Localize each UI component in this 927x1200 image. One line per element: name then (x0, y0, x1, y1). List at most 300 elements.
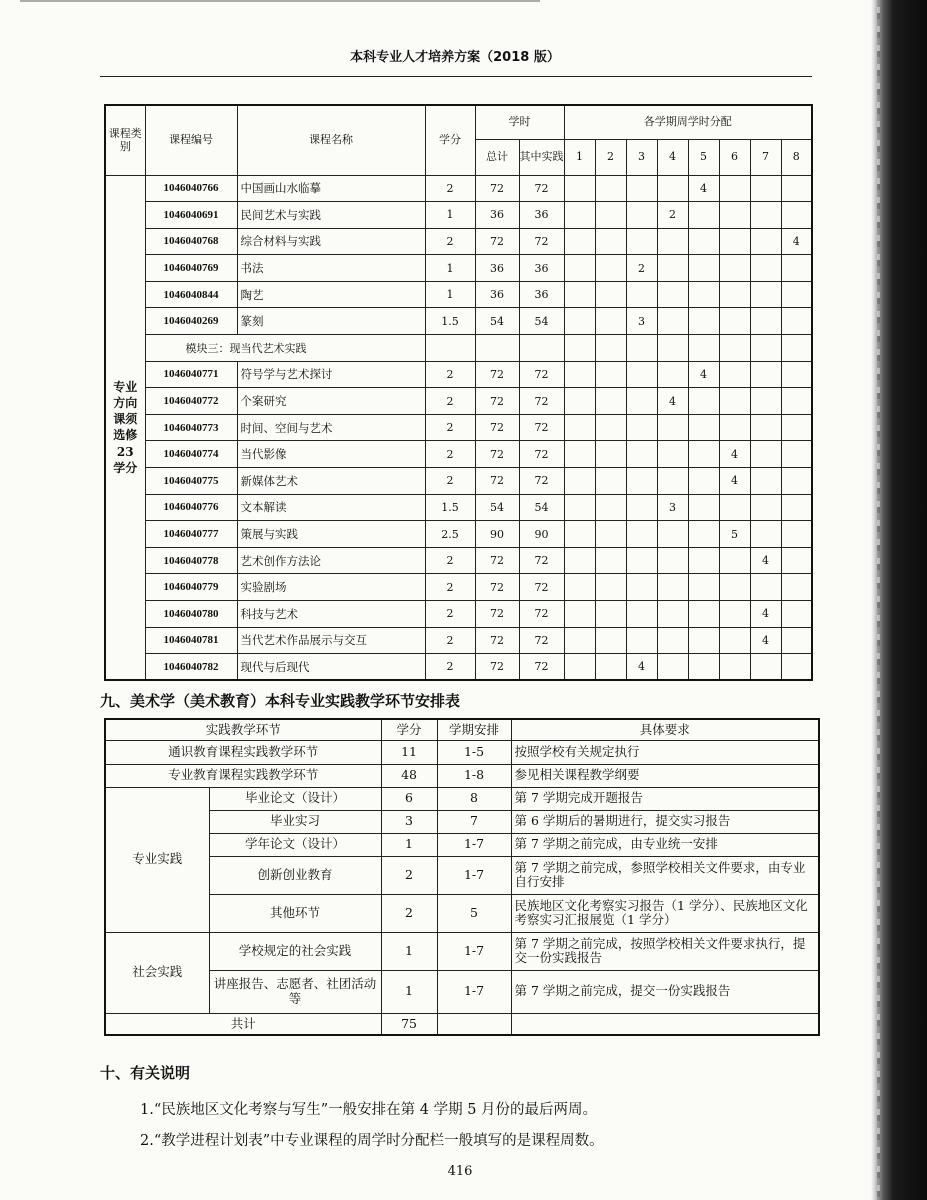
course-practice-hours: 72 (519, 601, 564, 628)
semester-hours (719, 308, 750, 335)
semester-hours (595, 521, 626, 548)
course-code: 1046040771 (145, 361, 237, 388)
practice-name: 毕业论文（设计） (209, 787, 381, 810)
semester-hours (688, 574, 719, 601)
category-label-part: 课须 (113, 412, 138, 427)
semester-hours (564, 521, 595, 548)
table-row (105, 202, 812, 229)
practice-name: 其他环节 (209, 894, 381, 932)
semester-hours (750, 281, 781, 308)
course-practice-hours: 54 (519, 308, 564, 335)
module-credit (425, 335, 475, 362)
semester-hours (688, 441, 719, 468)
semester-hours (750, 654, 781, 681)
course-total-hours: 90 (475, 521, 519, 548)
course-credit: 2 (425, 468, 475, 495)
course-name: 科技与艺术 (237, 601, 425, 628)
course-credit: 2 (425, 574, 475, 601)
table-row (105, 255, 812, 282)
practice-schedule: 1-8 (437, 764, 511, 787)
semester-hours (657, 627, 688, 654)
semester-hours (657, 441, 688, 468)
course-practice-hours: 90 (519, 521, 564, 548)
semester-hours (595, 361, 626, 388)
course-practice-hours: 72 (519, 574, 564, 601)
semester-hours: 2 (657, 202, 688, 229)
semester-hours (719, 494, 750, 521)
course-practice-hours: 36 (519, 281, 564, 308)
semester-hours (719, 627, 750, 654)
module-practice (519, 335, 564, 362)
semester-hours (595, 654, 626, 681)
course-practice-hours: 54 (519, 494, 564, 521)
course-total-hours: 72 (475, 627, 519, 654)
practice-schedule: 1-7 (437, 833, 511, 856)
semester-hours (781, 281, 812, 308)
semester-hours (750, 228, 781, 255)
header-practice: 其中实践 (519, 139, 564, 175)
semester-hours (595, 441, 626, 468)
practice-req: 第 7 学期完成开题报告 (511, 787, 819, 810)
semester-hours (564, 414, 595, 441)
course-code: 1046040775 (145, 468, 237, 495)
semester-hours (564, 468, 595, 495)
notes (140, 1098, 604, 1160)
header-semester: 3 (626, 139, 657, 175)
course-practice-hours: 72 (519, 547, 564, 574)
semester-hours (719, 175, 750, 202)
table-row (105, 308, 812, 335)
table-row (105, 833, 819, 856)
course-credit: 1.5 (425, 308, 475, 335)
course-total-hours: 54 (475, 494, 519, 521)
semester-hours (564, 202, 595, 229)
course-total-hours: 36 (475, 202, 519, 229)
table-row (105, 388, 812, 415)
semester-hours (781, 361, 812, 388)
semester-hours (657, 521, 688, 548)
semester-hours (626, 601, 657, 628)
course-practice-hours: 72 (519, 414, 564, 441)
semester-hours (688, 281, 719, 308)
course-total-hours: 54 (475, 308, 519, 335)
practice-name: 创新创业教育 (209, 856, 381, 894)
semester-hours (781, 574, 812, 601)
table-row (105, 810, 819, 833)
course-credit: 1 (425, 255, 475, 282)
semester-hours (626, 441, 657, 468)
table-row (105, 764, 819, 787)
semester-hours (564, 228, 595, 255)
semester-hours (564, 255, 595, 282)
semester-hours (688, 654, 719, 681)
semester-hours (781, 547, 812, 574)
course-credit: 2.5 (425, 521, 475, 548)
header-semester: 1 (564, 139, 595, 175)
semester-hours (564, 574, 595, 601)
practice-name: 讲座报告、志愿者、社团活动等 (209, 970, 381, 1013)
semester-hours (781, 441, 812, 468)
semester-hours (781, 202, 812, 229)
course-total-hours: 72 (475, 414, 519, 441)
semester-hours (688, 627, 719, 654)
semester-hours (719, 547, 750, 574)
semester-hours: 4 (719, 441, 750, 468)
practice-credit: 2 (381, 856, 437, 894)
semester-hours (657, 361, 688, 388)
semester-hours (595, 202, 626, 229)
semester-hours: 4 (781, 228, 812, 255)
module-title: 模块三：现当代艺术实践 (145, 335, 425, 362)
course-credit: 2 (425, 414, 475, 441)
semester-hours (595, 281, 626, 308)
semester-hours (688, 202, 719, 229)
semester-hours (750, 335, 781, 362)
course-practice-hours: 72 (519, 228, 564, 255)
semester-hours (657, 175, 688, 202)
semester-hours (626, 228, 657, 255)
course-name: 书法 (237, 255, 425, 282)
semester-hours (595, 255, 626, 282)
scan-top-edge (20, 0, 540, 2)
table-row (105, 547, 812, 574)
table-row (105, 175, 812, 202)
semester-hours (657, 281, 688, 308)
semester-hours (564, 494, 595, 521)
practice-credit: 11 (381, 740, 437, 764)
table-row (105, 601, 812, 628)
course-total-hours: 72 (475, 228, 519, 255)
semester-hours (626, 494, 657, 521)
header-name: 课程名称 (237, 105, 425, 175)
course-name: 当代影像 (237, 441, 425, 468)
course-code: 1046040780 (145, 601, 237, 628)
course-code: 1046040777 (145, 521, 237, 548)
practice-schedule: 1-7 (437, 856, 511, 894)
semester-hours (750, 202, 781, 229)
semester-hours (781, 468, 812, 495)
header-code: 课程编号 (145, 105, 237, 175)
course-code: 1046040269 (145, 308, 237, 335)
course-code: 1046040776 (145, 494, 237, 521)
practice-table (104, 718, 820, 1036)
semester-hours (781, 175, 812, 202)
category-label-part: 选修 (113, 428, 138, 443)
total-schedule (437, 1013, 511, 1035)
semester-hours (564, 627, 595, 654)
course-total-hours: 72 (475, 175, 519, 202)
semester-hours (688, 335, 719, 362)
semester-hours (688, 468, 719, 495)
semester-hours (657, 308, 688, 335)
course-total-hours: 36 (475, 281, 519, 308)
semester-hours (719, 228, 750, 255)
course-code: 1046040781 (145, 627, 237, 654)
semester-hours (719, 255, 750, 282)
course-total-hours: 72 (475, 547, 519, 574)
table-row (105, 856, 819, 894)
course-name: 综合材料与实践 (237, 228, 425, 255)
course-code: 1046040769 (145, 255, 237, 282)
page-number: 416 (447, 1164, 473, 1179)
semester-hours (688, 547, 719, 574)
note-item: 2.“教学进程计划表”中专业课程的周学时分配栏一般填写的是课程周数。 (140, 1133, 604, 1149)
practice-req: 参见相关课程教学纲要 (511, 764, 819, 787)
semester-hours (657, 335, 688, 362)
module-row (105, 335, 812, 362)
semester-hours (657, 574, 688, 601)
module-total (475, 335, 519, 362)
header-distribution: 各学期周学时分配 (564, 105, 812, 139)
semester-hours (688, 388, 719, 415)
semester-hours (750, 388, 781, 415)
practice-header-req: 具体要求 (511, 719, 819, 740)
header-category (105, 105, 145, 175)
semester-hours (719, 335, 750, 362)
semester-hours (781, 255, 812, 282)
course-name: 策展与实践 (237, 521, 425, 548)
semester-hours (781, 414, 812, 441)
practice-credit: 3 (381, 810, 437, 833)
course-total-hours: 72 (475, 388, 519, 415)
semester-hours (626, 335, 657, 362)
practice-req: 民族地区文化考察实习报告（1 学分）、民族地区文化考察实习汇报展览（1 学分） (511, 894, 819, 932)
course-total-hours: 36 (475, 255, 519, 282)
semester-hours (564, 308, 595, 335)
semester-hours (564, 547, 595, 574)
semester-hours (657, 468, 688, 495)
table-row (105, 654, 812, 681)
semester-hours (750, 441, 781, 468)
page-header: 本科专业人才培养方案（2018 版） (350, 50, 560, 65)
semester-hours (750, 574, 781, 601)
practice-req: 第 7 学期之前完成，由专业统一安排 (511, 833, 819, 856)
category-cell (105, 175, 145, 680)
course-name: 新媒体艺术 (237, 468, 425, 495)
semester-hours (750, 361, 781, 388)
semester-hours: 4 (626, 654, 657, 681)
table-row (105, 894, 819, 932)
semester-hours (595, 388, 626, 415)
semester-hours (564, 175, 595, 202)
practice-req: 第 6 学期后的暑期进行，提交实习报告 (511, 810, 819, 833)
category-label-part: 学分 (113, 460, 138, 475)
course-name: 个案研究 (237, 388, 425, 415)
practice-name: 学年论文（设计） (209, 833, 381, 856)
course-name: 时间、空间与艺术 (237, 414, 425, 441)
course-code: 1046040766 (145, 175, 237, 202)
semester-hours (626, 574, 657, 601)
total-credit: 75 (381, 1013, 437, 1035)
section-10-title: 十、有关说明 (100, 1064, 191, 1082)
semester-hours (781, 601, 812, 628)
major-practice-label: 专业实践 (105, 787, 209, 932)
semester-hours (564, 361, 595, 388)
semester-hours (781, 521, 812, 548)
semester-hours (657, 601, 688, 628)
social-practice-label: 社会实践 (105, 932, 209, 1013)
practice-header-schedule: 学期安排 (437, 719, 511, 740)
course-code: 1046040782 (145, 654, 237, 681)
semester-hours (781, 308, 812, 335)
semester-hours (781, 335, 812, 362)
course-credit: 2 (425, 361, 475, 388)
practice-schedule: 1-7 (437, 970, 511, 1013)
table-row (105, 361, 812, 388)
semester-hours (595, 494, 626, 521)
table-row (105, 787, 819, 810)
category-label-part: 23 (116, 444, 134, 459)
semester-hours (688, 255, 719, 282)
course-name: 实验剧场 (237, 574, 425, 601)
semester-hours: 2 (626, 255, 657, 282)
practice-name: 通识教育课程实践教学环节 (105, 740, 381, 764)
semester-hours (626, 468, 657, 495)
practice-header-link: 实践教学环节 (105, 719, 381, 740)
course-code: 1046040779 (145, 574, 237, 601)
semester-hours (688, 228, 719, 255)
practice-req: 按照学校有关规定执行 (511, 740, 819, 764)
semester-hours (564, 388, 595, 415)
header-semester: 4 (657, 139, 688, 175)
course-credit: 2 (425, 547, 475, 574)
course-credit: 2 (425, 441, 475, 468)
practice-schedule: 8 (437, 787, 511, 810)
semester-hours (781, 388, 812, 415)
semester-hours (595, 601, 626, 628)
practice-credit: 48 (381, 764, 437, 787)
semester-hours (626, 627, 657, 654)
course-name: 现代与后现代 (237, 654, 425, 681)
table-row (105, 932, 819, 970)
semester-hours (719, 202, 750, 229)
semester-hours: 4 (719, 468, 750, 495)
total-req (511, 1013, 819, 1035)
semester-hours (750, 255, 781, 282)
course-name: 符号学与艺术探讨 (237, 361, 425, 388)
table-row (105, 627, 812, 654)
course-credit: 2 (425, 601, 475, 628)
table-row (105, 414, 812, 441)
course-code: 1046040768 (145, 228, 237, 255)
practice-req: 第 7 学期之前完成，提交一份实践报告 (511, 970, 819, 1013)
header-semester: 8 (781, 139, 812, 175)
header-rule (100, 76, 812, 77)
course-name: 艺术创作方法论 (237, 547, 425, 574)
table-row (105, 441, 812, 468)
table-row (105, 970, 819, 1013)
semester-hours (719, 281, 750, 308)
semester-hours (626, 202, 657, 229)
semester-hours (564, 335, 595, 362)
course-credit: 2 (425, 627, 475, 654)
practice-credit: 2 (381, 894, 437, 932)
semester-hours (750, 494, 781, 521)
semester-hours (595, 547, 626, 574)
course-table (104, 104, 813, 681)
table-row (105, 228, 812, 255)
semester-hours (595, 414, 626, 441)
header-semester: 5 (688, 139, 719, 175)
semester-hours (719, 601, 750, 628)
section-9-title: 九、美术学（美术教育）本科专业实践教学环节安排表 (100, 692, 461, 710)
semester-hours (750, 521, 781, 548)
semester-hours (626, 175, 657, 202)
course-name: 陶艺 (237, 281, 425, 308)
course-total-hours: 72 (475, 574, 519, 601)
semester-hours (626, 361, 657, 388)
semester-hours: 3 (626, 308, 657, 335)
semester-hours (595, 335, 626, 362)
table-row (105, 494, 812, 521)
semester-hours (719, 654, 750, 681)
header-semester: 2 (595, 139, 626, 175)
semester-hours (595, 468, 626, 495)
semester-hours (657, 228, 688, 255)
practice-schedule: 7 (437, 810, 511, 833)
course-credit: 2 (425, 654, 475, 681)
course-practice-hours: 36 (519, 255, 564, 282)
course-practice-hours: 72 (519, 468, 564, 495)
course-credit: 2 (425, 228, 475, 255)
practice-schedule: 1-5 (437, 740, 511, 764)
semester-hours (595, 228, 626, 255)
course-total-hours: 72 (475, 441, 519, 468)
semester-hours (688, 308, 719, 335)
course-table-body (105, 175, 812, 680)
semester-hours (688, 601, 719, 628)
category-label-part: 专业 (113, 379, 138, 394)
total-label: 共计 (105, 1013, 381, 1035)
course-total-hours: 72 (475, 654, 519, 681)
course-total-hours: 72 (475, 361, 519, 388)
semester-hours (564, 601, 595, 628)
note-item: 1.“民族地区文化考察与写生”一般安排在第 4 学期 5 月份的最后两周。 (140, 1102, 598, 1118)
course-name: 文本解读 (237, 494, 425, 521)
semester-hours (781, 654, 812, 681)
course-practice-hours: 72 (519, 654, 564, 681)
semester-hours (719, 574, 750, 601)
course-name: 民间艺术与实践 (237, 202, 425, 229)
table-row (105, 1013, 819, 1035)
table-row (105, 521, 812, 548)
course-practice-hours: 72 (519, 627, 564, 654)
semester-hours (781, 494, 812, 521)
header-hours: 学时 (475, 105, 564, 139)
semester-hours (781, 627, 812, 654)
semester-hours (595, 627, 626, 654)
course-credit: 2 (425, 175, 475, 202)
semester-hours (595, 574, 626, 601)
semester-hours: 4 (688, 361, 719, 388)
header-semester: 6 (719, 139, 750, 175)
semester-hours (688, 494, 719, 521)
table-row (105, 281, 812, 308)
semester-hours (657, 547, 688, 574)
course-code: 1046040691 (145, 202, 237, 229)
practice-credit: 6 (381, 787, 437, 810)
course-credit: 1 (425, 202, 475, 229)
practice-credit: 1 (381, 833, 437, 856)
course-total-hours: 72 (475, 468, 519, 495)
header-credit: 学分 (425, 105, 475, 175)
semester-hours (657, 654, 688, 681)
course-total-hours: 72 (475, 601, 519, 628)
course-credit: 2 (425, 388, 475, 415)
semester-hours: 4 (750, 547, 781, 574)
table-row (105, 740, 819, 764)
semester-hours (626, 388, 657, 415)
